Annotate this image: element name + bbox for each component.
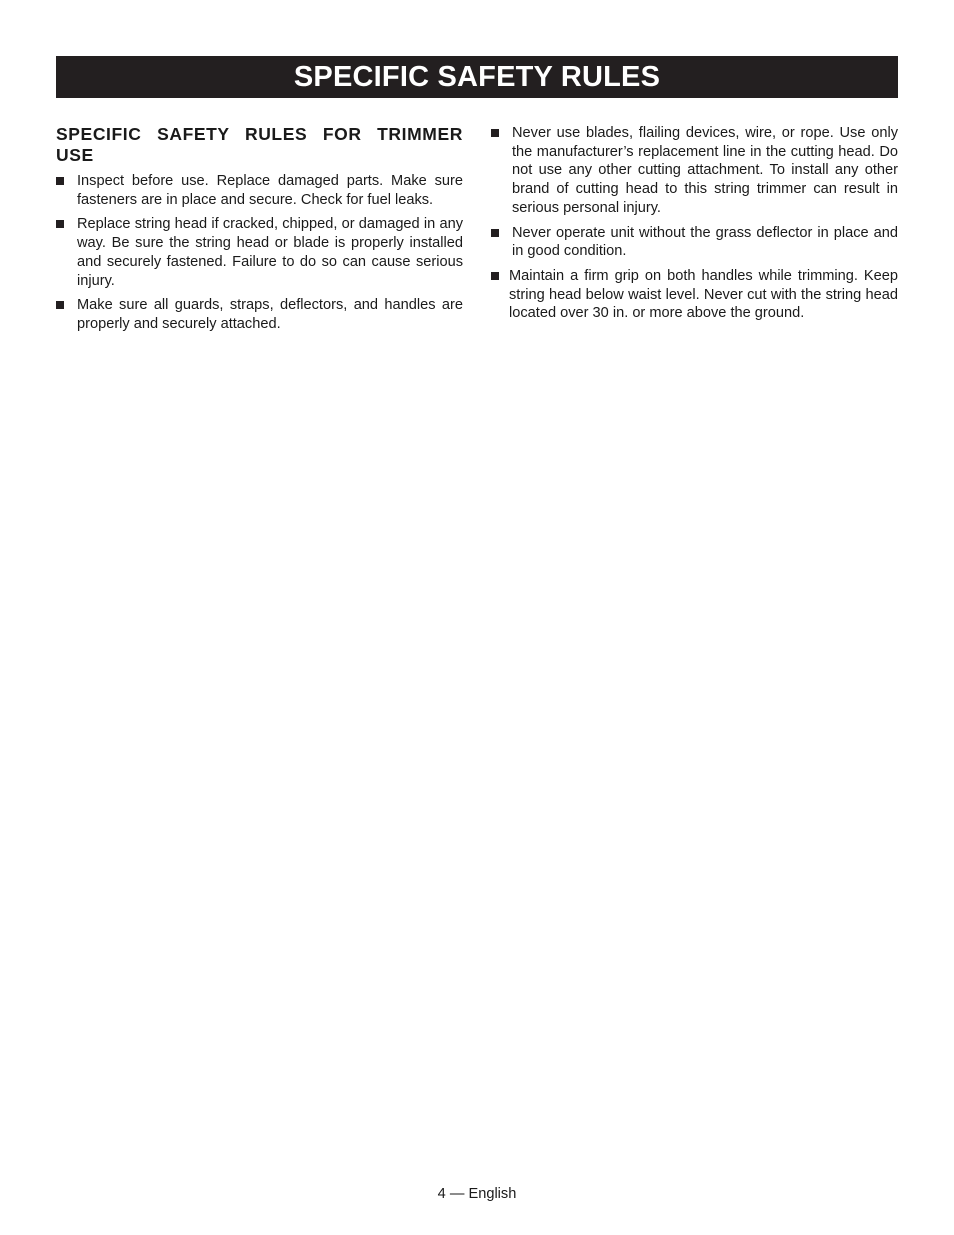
page-footer: 4 — English — [437, 1186, 517, 1202]
square-bullet-icon — [56, 301, 64, 309]
list-item-text: Maintain a firm grip on both handles while trimming. Keep string head below waist level. Never cut with the string head located over 30 in. or more above the ground. — [509, 267, 898, 322]
list-item — [56, 296, 463, 333]
square-bullet-icon — [491, 129, 499, 137]
right-column — [491, 124, 898, 329]
list-item — [56, 172, 463, 209]
list-item — [491, 224, 898, 261]
list-item-text: Replace string head if cracked, chipped, or damaged in any way. Be sure the string head or blade is properly installed and securely fastened. Failure to do so can cause serious injury. — [77, 216, 463, 289]
rules-list-left — [56, 172, 463, 334]
list-item-text: Never use blades, flailing devices, wire, or rope. Use only the manufacturer’s replacement line in the cutting head. Do not use any other cutting attachment. To install any other brand of cutting head to this string trimmer can result in serious personal injury. — [512, 125, 898, 216]
title-bar — [56, 56, 898, 98]
page-title: SPECIFIC SAFETY RULES — [293, 60, 661, 93]
rules-list-right — [491, 124, 898, 323]
list-item — [491, 267, 898, 323]
section-heading: SPECIFIC SAFETY RULES FOR TRIMMER USE — [56, 124, 463, 165]
list-item — [491, 124, 898, 218]
square-bullet-icon — [56, 177, 64, 185]
list-item-text: Never operate unit without the grass deflector in place and in good condition. — [512, 224, 898, 260]
list-item — [56, 215, 463, 290]
list-item-text: Make sure all guards, straps, deflectors, and handles are properly and securely attached. — [77, 297, 463, 332]
square-bullet-icon — [491, 272, 499, 280]
square-bullet-icon — [56, 220, 64, 228]
square-bullet-icon — [491, 229, 499, 237]
left-column — [56, 124, 463, 340]
list-item-text: Inspect before use. Replace damaged parts. Make sure fasteners are in place and secure. Check for fuel leaks. — [77, 173, 463, 208]
